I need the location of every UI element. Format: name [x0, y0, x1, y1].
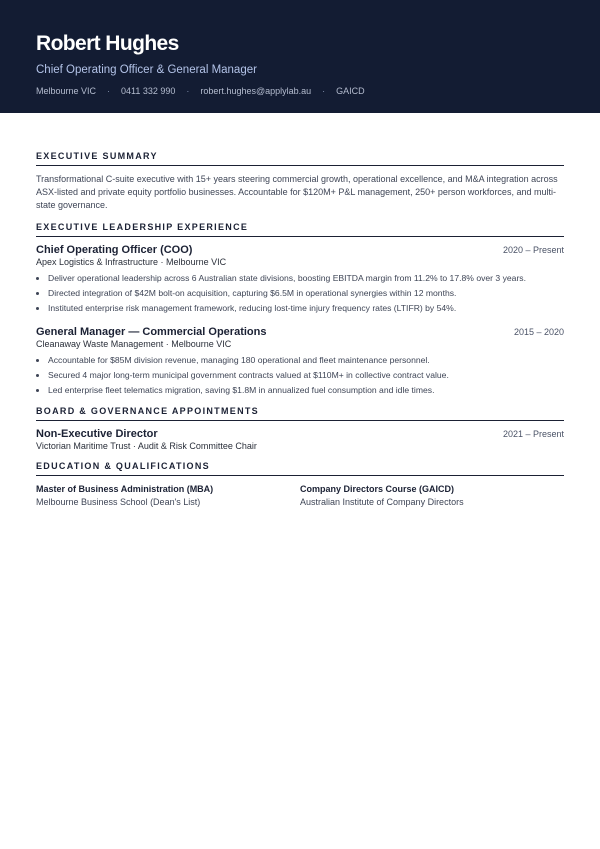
job-bullet: • Secured 4 major long-term municipal government contracts valued at $110M+ in collective contract value. — [48, 368, 564, 383]
job-title: General Manager — Commercial Operations — [36, 326, 267, 338]
job-bullets — [36, 353, 564, 398]
job-bullets — [36, 271, 564, 316]
board-entry — [36, 428, 564, 451]
candidate-headline: Chief Operating Officer & General Manager — [36, 64, 257, 76]
education-section — [36, 461, 564, 507]
education-grid — [36, 484, 564, 507]
education-degree: Company Directors Course (GAICD) — [300, 484, 455, 494]
contact-credential: GAICD — [336, 86, 365, 96]
job-entry — [36, 326, 564, 398]
contact-separator: · — [186, 86, 190, 96]
contact-email[interactable]: robert.hughes@applylab.au — [200, 86, 312, 96]
job-bullet: • Deliver operational leadership across 6 Australian state divisions, boosting EBITDA margin from 11.2% to 17.8% over 3 years. — [48, 271, 564, 286]
contact-separator: · — [322, 86, 326, 96]
contact-phone: 0411 332 990 — [121, 86, 176, 96]
board-organization: Victorian Maritime Trust · Audit & Risk Committee Chair — [36, 441, 257, 451]
section-title-education: EDUCATION & QUALIFICATIONS — [36, 461, 564, 476]
resume-header — [0, 0, 600, 113]
contact-location: Melbourne VIC — [36, 86, 97, 96]
job-dates: 2020 – Present — [502, 245, 564, 255]
candidate-name: Robert Hughes — [36, 32, 179, 55]
job-dates: 2015 – 2020 — [513, 327, 564, 337]
board-role: Non-Executive Director — [36, 428, 158, 440]
education-degree: Master of Business Administration (MBA) — [36, 484, 214, 494]
job-bullet: • Instituted enterprise risk management framework, reducing lost-time injury frequency rates (LTIFR) by 54%. — [48, 301, 564, 316]
job-title: Chief Operating Officer (COO) — [36, 244, 193, 256]
section-title-board: BOARD & GOVERNANCE APPOINTMENTS — [36, 406, 564, 421]
job-header — [36, 244, 564, 256]
job-organization: Apex Logistics & Infrastructure · Melbourne VIC — [36, 257, 227, 267]
board-dates: 2021 – Present — [502, 429, 564, 439]
job-bullet: • Directed integration of $42M bolt-on acquisition, capturing $6.5M in operational synergies within 12 months. — [48, 286, 564, 301]
experience-section — [36, 222, 564, 398]
section-title-experience: EXECUTIVE LEADERSHIP EXPERIENCE — [36, 222, 564, 237]
summary-section — [36, 151, 564, 212]
education-school: Australian Institute of Company Directors — [300, 497, 464, 507]
job-organization: Cleanaway Waste Management · Melbourne VIC — [36, 339, 232, 349]
contact-line — [36, 85, 564, 97]
job-bullet: • Accountable for $85M division revenue, managing 180 operational and fleet maintenance personnel. — [48, 353, 564, 368]
job-entry — [36, 244, 564, 316]
contact-separator: · — [107, 86, 111, 96]
section-title-summary: EXECUTIVE SUMMARY — [36, 151, 564, 166]
board-header — [36, 428, 564, 440]
job-bullet: • Led enterprise fleet telematics migration, saving $1.8M in annualized fuel consumption and idle times. — [48, 383, 564, 398]
resume-body — [0, 151, 600, 507]
job-header — [36, 326, 564, 338]
summary-text: Transformational C-suite executive with 15+ years steering commercial growth, operational excellence, and M&A integration across ASX-listed and private equity portfolio businesses. Accountable for $120M+ P&L management, 250+ person workforces, and multi-state governance. — [36, 174, 558, 210]
education-item — [36, 484, 300, 507]
education-school: Melbourne Business School (Dean's List) — [36, 497, 201, 507]
education-item — [300, 484, 564, 507]
board-section — [36, 406, 564, 451]
